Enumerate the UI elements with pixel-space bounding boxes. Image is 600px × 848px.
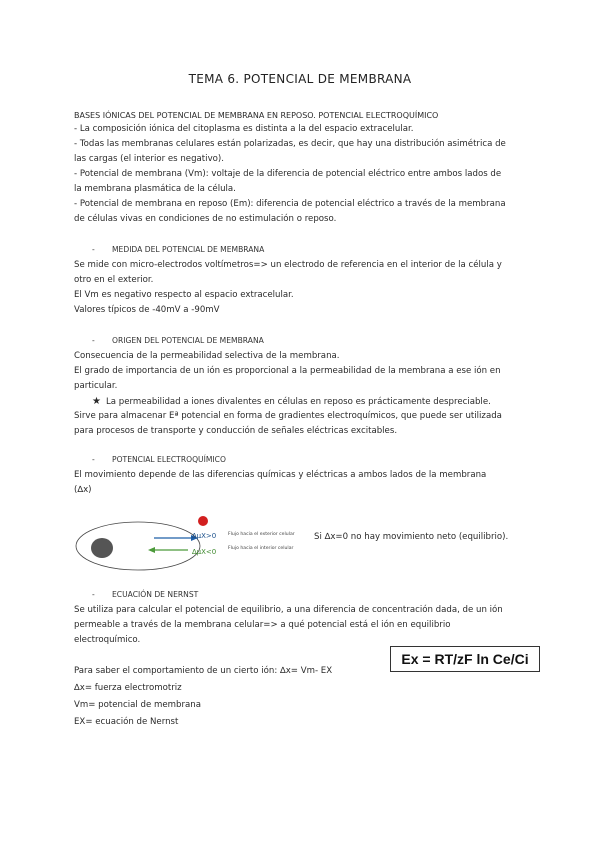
bullet-dash: - — [92, 590, 95, 599]
definition-line: EX= ecuación de Nernst — [74, 717, 179, 727]
paragraph-line: Se utiliza para calcular el potencial de equilibrio, a una diferencia de concentración dada, de un ión — [74, 605, 503, 615]
paragraph-line: permeable a través de la membrana celular=> a qué potencial está el ión en equilibrio — [74, 620, 451, 630]
bullet-dash: - — [92, 455, 95, 464]
subheading-nernst — [92, 590, 198, 599]
ion-flow-svg — [72, 510, 312, 572]
nernst-formula: Ex = RT/zF ln Ce/Ci — [401, 651, 529, 667]
paragraph-line: particular. — [74, 381, 118, 391]
definition-line: Vm= potencial de membrana — [74, 700, 201, 710]
subheading-potencial-electroquimico — [92, 455, 226, 464]
section-heading-bases: BASES IÓNICAS DEL POTENCIAL DE MEMBRANA EN REPOSO. POTENCIAL ELECTROQUÍMICO — [74, 111, 439, 120]
paragraph-line: El grado de importancia de un ión es proporcional a la permeabilidad de la membrana a ese ión en — [74, 366, 501, 376]
paragraph-line: - Potencial de membrana en reposo (Em): diferencia de potencial eléctrico a través de la membrana — [74, 199, 506, 209]
paragraph-line: - Potencial de membrana (Vm): voltaje de la diferencia de potencial eléctrico entre ambos lados de — [74, 169, 502, 179]
paragraph-line: El movimiento depende de las diferencias químicas y eléctricas a ambos lados de la membrana — [74, 470, 487, 480]
subheading-medida — [92, 245, 264, 254]
paragraph-line: la membrana plasmática de la célula. — [74, 184, 236, 194]
bullet-dash: - — [92, 336, 95, 345]
paragraph-line: para procesos de transporte y conducción de señales eléctricas excitables. — [74, 426, 398, 436]
star-icon: ★ — [92, 396, 101, 407]
paragraph-line: otro en el exterior. — [74, 275, 154, 285]
ion-marker — [198, 516, 208, 526]
paragraph-line: de células vivas en condiciones de no estimulación o reposo. — [74, 214, 337, 224]
paragraph-line: - La composición iónica del citoplasma es distinta a la del espacio extracelular. — [74, 124, 414, 134]
flow-in-caption: Flujo hacia el interior celular — [228, 546, 294, 551]
equilibrium-note: Si ∆x=0 no hay movimiento neto (equilibrio). — [314, 532, 509, 542]
paragraph-line: Valores típicos de -40mV a -90mV — [74, 305, 220, 315]
flow-out-caption: Flujo hacia el exterior celular — [228, 532, 295, 537]
nernst-formula-box — [390, 646, 540, 672]
subheading-text: ORIGEN DEL POTENCIAL DE MEMBRANA — [112, 336, 264, 345]
star-note — [74, 396, 491, 408]
bullet-dash: - — [92, 245, 95, 254]
paragraph-line: El Vm es negativo respecto al espacio extracelular. — [74, 290, 294, 300]
paragraph-line: Sirve para almacenar Eª potencial en forma de gradientes electroquímicos, que puede ser utilizada — [74, 411, 502, 421]
paragraph-line: electroquímico. — [74, 635, 141, 645]
subheading-origen — [92, 336, 264, 345]
inward-gradient-label: ∆µX<0 — [192, 548, 217, 556]
page-title: TEMA 6. POTENCIAL DE MEMBRANA — [188, 72, 412, 86]
paragraph-line: - Todas las membranas celulares están polarizadas, es decir, que hay una distribución asimétrica de — [74, 139, 506, 149]
subheading-text: MEDIDA DEL POTENCIAL DE MEMBRANA — [112, 245, 265, 254]
subheading-text: POTENCIAL ELECTROQUÍMICO — [112, 455, 226, 464]
outward-gradient-label: ∆µX>0 — [192, 532, 217, 540]
star-note-text: La permeabilidad a iones divalentes en células en reposo es prácticamente despreciable. — [106, 397, 491, 407]
definition-line: ∆x= fuerza electromotriz — [74, 683, 182, 693]
definition-line: Para saber el comportamiento de un cierto ión: ∆x= Vm- EX — [74, 666, 333, 676]
cell-nucleus — [91, 538, 113, 558]
paragraph-line: las cargas (el interior es negativo). — [74, 154, 224, 164]
ion-flow-diagram — [72, 510, 312, 572]
paragraph-line: (∆x) — [74, 485, 92, 495]
subheading-text: ECUACIÓN DE NERNST — [112, 590, 199, 599]
inward-arrow-head — [148, 547, 155, 553]
paragraph-line: Consecuencia de la permeabilidad selectiva de la membrana. — [74, 351, 340, 361]
paragraph-line: Se mide con micro-electrodos voltímetros=> un electrodo de referencia en el interior de la célula y — [74, 260, 502, 270]
